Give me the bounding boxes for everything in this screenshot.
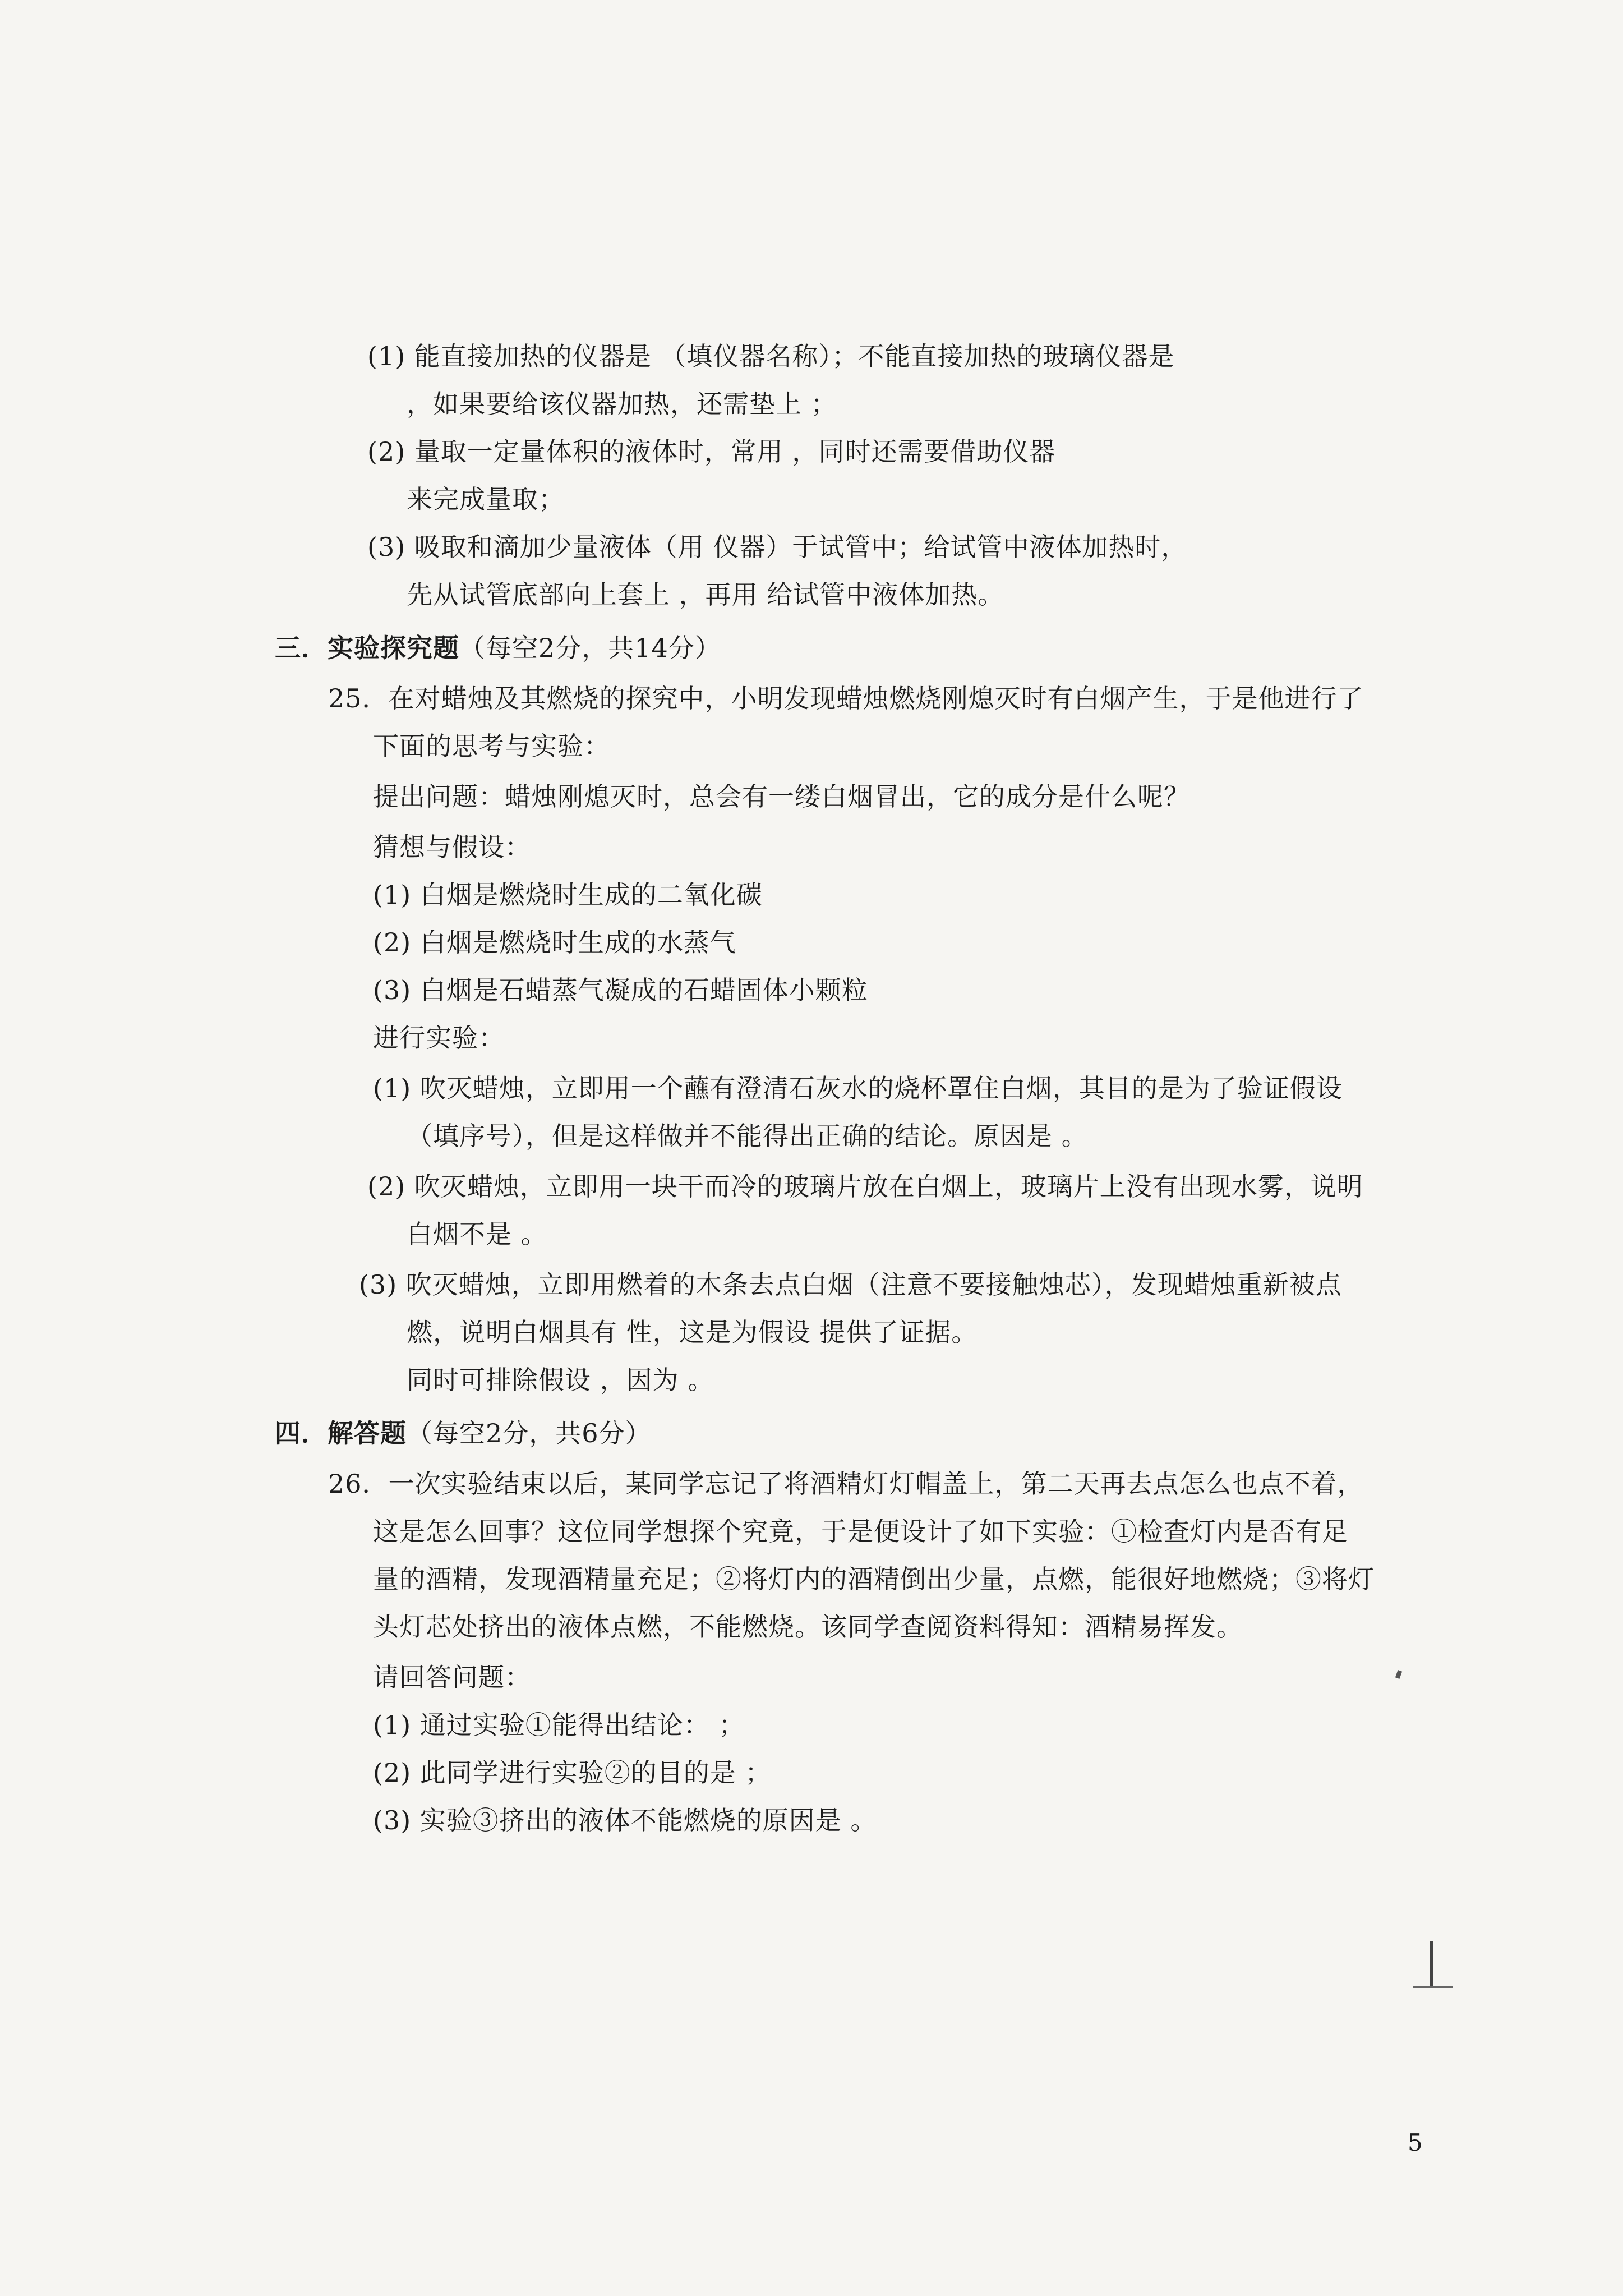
q26-a2-end: ； (745, 1757, 772, 1788)
section-4-title: 四．解答题 (275, 1418, 407, 1448)
q25-e3-b: 燃，说明白烟具有 (407, 1317, 617, 1347)
q24-s2-a: (2) 量取一定量体积的液体时，常用 (367, 436, 783, 467)
section-3-note: （每空2分，共14分） (459, 633, 721, 663)
q25-e2-b: 白烟不是 (407, 1219, 512, 1249)
q26-a2-label: (2) 此同学进行实验②的目的是 (373, 1757, 736, 1788)
q25-e3-c: 性，这是为假设 (626, 1317, 811, 1347)
q25-hypothesis-1: (1) 白烟是燃烧时生成的二氧化碳 (373, 880, 763, 910)
q25-hypothesis-3: (3) 白烟是石蜡蒸气凝成的石蜡固体小颗粒 (373, 975, 868, 1005)
q26-line-2: 这是怎么回事？这位同学想探个究竟，于是便设计了如下实验：①检查灯内是否有足 (373, 1516, 1348, 1547)
q24-s1-c: ，如果要给该仪器加热，还需垫上 (407, 389, 802, 419)
q25-exp-2-line-1: (2) 吹灭蜡烛，立即用一块干而冷的玻璃片放在白烟上，玻璃片上没有出现水雾，说明 (367, 1171, 1363, 1202)
section-3-heading (275, 631, 721, 665)
q25-e3-d: 提供了证据。 (819, 1317, 978, 1347)
q25-e1-end: 。 (1061, 1121, 1088, 1151)
q26-a1-end: ； (718, 1710, 745, 1740)
q25-exp-3-line-1: (3) 吹灭蜡烛，立即用燃着的木条去点白烟（注意不要接触烛芯），发现蜡烛重新被点 (359, 1269, 1342, 1300)
q25-exp-3-line-3 (407, 1363, 714, 1397)
q25-intro-2: 下面的思考与实验： (373, 731, 610, 761)
q25-e3-f: ，因为 (600, 1365, 679, 1395)
q24-s1-end: ； (810, 389, 837, 419)
q25-exp-2-line-2 (407, 1217, 547, 1251)
scan-mark (1430, 1941, 1433, 1986)
q24-s3-b: 仪器）于试管中；给试管中液体加热时， (713, 532, 1188, 562)
q26-answer-3 (373, 1803, 877, 1837)
q25-e3-end: 。 (688, 1365, 714, 1395)
q25-exp-3-line-2 (407, 1315, 978, 1349)
scan-mark-base (1413, 1986, 1453, 1988)
q24-s3-c: 先从试管底部向上套上 (407, 579, 670, 610)
q25-e3-e: 同时可排除假设 (407, 1365, 591, 1395)
q25-intro-1: 25．在对蜡烛及其燃烧的探究中，小明发现蜡烛燃烧刚熄灭时有白烟产生，于是他进行了 (328, 683, 1364, 714)
q24-s1-b: （填仪器名称）；不能直接加热的玻璃仪器是 (660, 341, 1175, 371)
q24-line-3 (367, 435, 1055, 468)
q26-answer-1 (373, 1708, 745, 1742)
q24-s2-b: ，同时还需要借助仪器 (792, 436, 1056, 467)
q25-exp-title: 进行实验： (373, 1023, 505, 1053)
q26-line-3: 量的酒精，发现酒精量充足；②将灯内的酒精倒出少量，点燃，能很好地燃烧；③将灯 (373, 1564, 1375, 1594)
q26-a1-label: (1) 通过实验①能得出结论： (373, 1710, 710, 1740)
q24-line-6 (407, 578, 1004, 611)
q25-e2-end: 。 (520, 1219, 547, 1249)
q24-s3-d: ，再用 (679, 579, 758, 610)
q26-a3-label: (3) 实验③挤出的液体不能燃烧的原因是 (373, 1805, 842, 1835)
q24-line-5 (367, 530, 1187, 564)
q24-line-4 (407, 482, 565, 516)
q25-guess-title: 猜想与假设： (373, 832, 531, 862)
q26-answer-2 (373, 1756, 771, 1789)
q26-line-4: 头灯芯处挤出的液体点燃，不能燃烧。该同学查阅资料得知：酒精易挥发。 (373, 1612, 1243, 1642)
q24-s1-a: (1) 能直接加热的仪器是 (367, 341, 652, 371)
q24-line-1 (367, 339, 1174, 373)
scan-speck (1395, 1670, 1402, 1679)
section-3-title: 三．实验探究题 (275, 633, 459, 663)
q24-s3-e: 给试管中液体加热。 (767, 579, 1004, 610)
q25-exp-1-line-1: (1) 吹灭蜡烛，立即用一个蘸有澄清石灰水的烧杯罩住白烟，其目的是为了验证假设 (373, 1073, 1343, 1103)
section-4-note: （每空2分，共6分） (407, 1418, 652, 1448)
page-number: 5 (1408, 2129, 1423, 2156)
q24-s2-c: 来完成量取； (407, 484, 565, 514)
q25-hypothesis-2: (2) 白烟是燃烧时生成的水蒸气 (373, 927, 736, 958)
q24-s3-a: (3) 吸取和滴加少量液体（用 (367, 532, 704, 562)
q26-a3-end: 。 (850, 1805, 877, 1835)
q24-line-2 (407, 387, 837, 421)
section-4-heading (275, 1416, 652, 1450)
q25-exp-1-line-2 (407, 1119, 1088, 1153)
q25-question: 提出问题：蜡烛刚熄灭时，总会有一缕白烟冒出，它的成分是什么呢？ (373, 781, 1190, 812)
q25-e1-b: （填序号），但是这样做并不能得出正确的结论。原因是 (407, 1121, 1053, 1151)
q26-ask: 请回答问题： (373, 1662, 531, 1692)
q26-line-1: 26．一次实验结束以后，某同学忘记了将酒精灯灯帽盖上，第二天再去点怎么也点不着， (328, 1469, 1364, 1499)
